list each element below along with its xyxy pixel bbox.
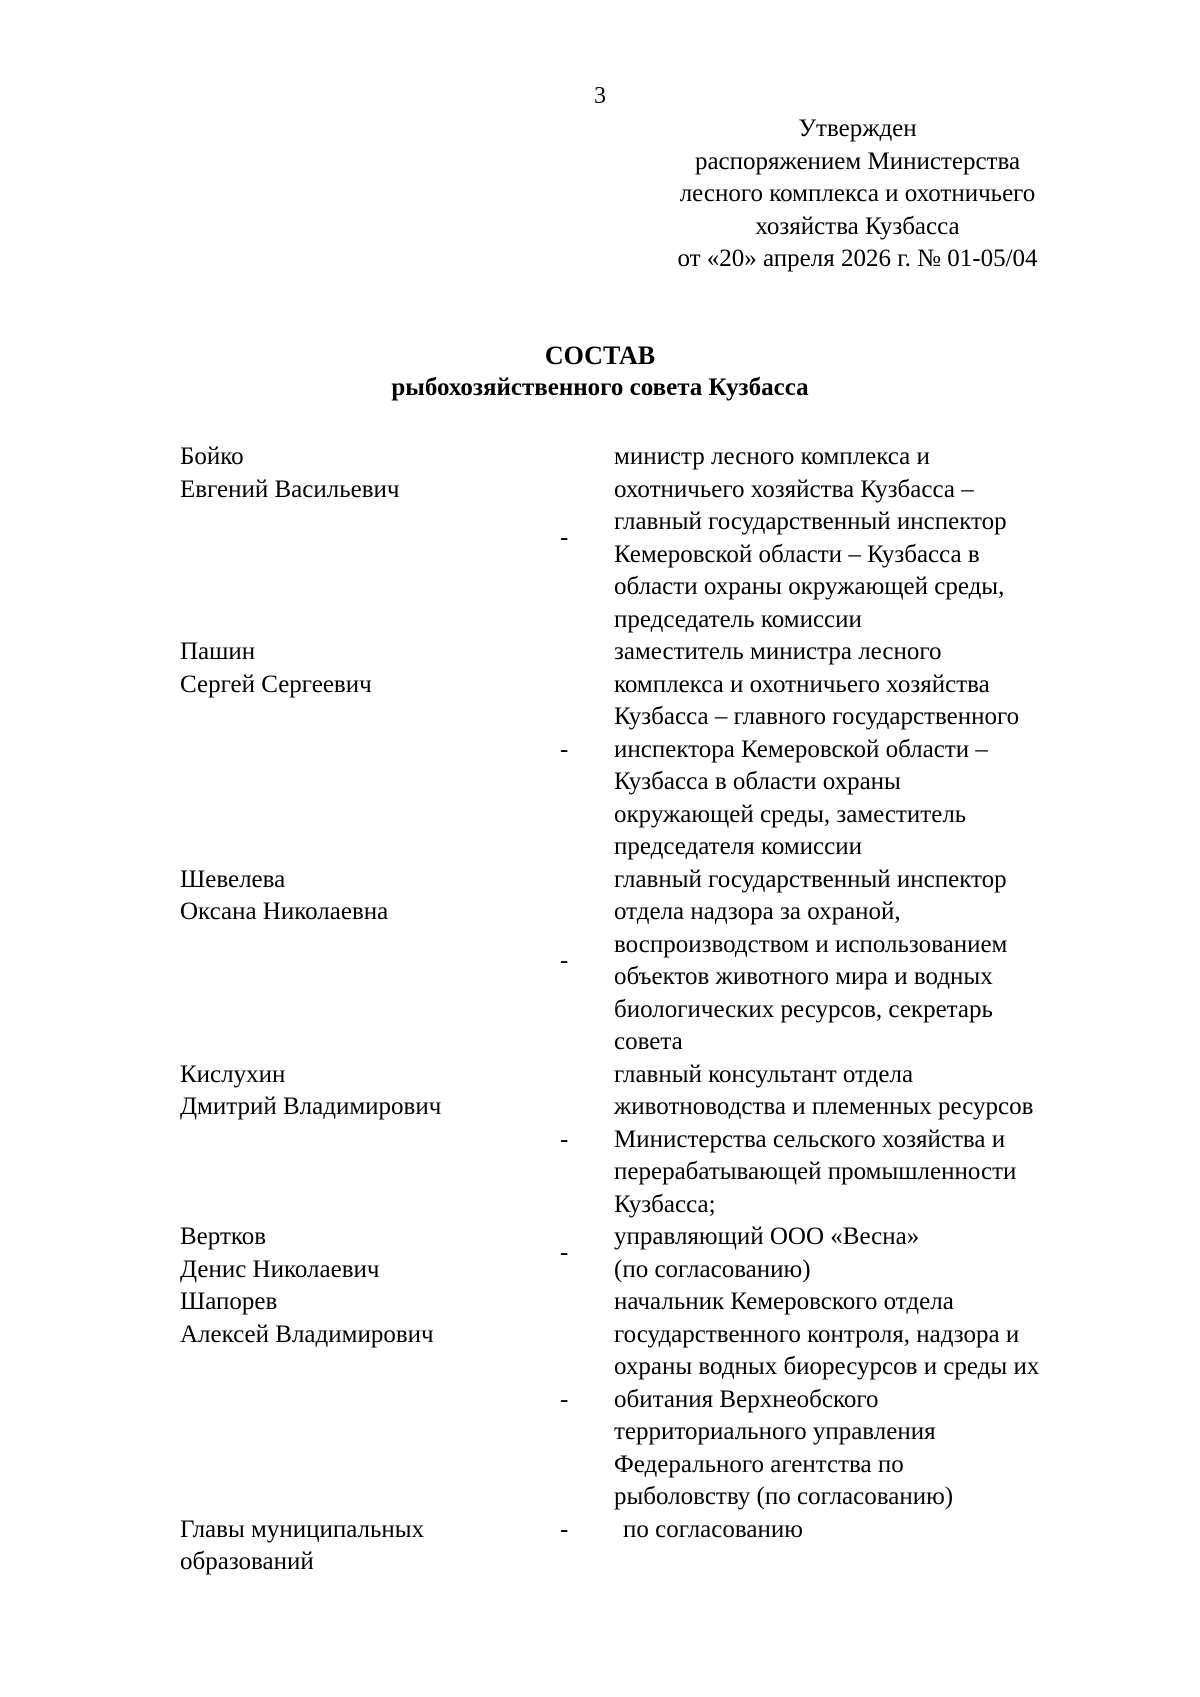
role-line: начальник Кемеровского отдела: [614, 1288, 954, 1315]
member-entry: [180, 1059, 1110, 1222]
member-name: [180, 864, 554, 1059]
role-line: животноводства и племенных ресурсов: [614, 1093, 1034, 1120]
approval-line: лесного комплекса и охотничьего: [679, 180, 1036, 207]
member-name: [180, 1221, 554, 1286]
member-role: [614, 1286, 1110, 1514]
member-dash: -: [560, 1385, 569, 1413]
document-subtitle: рыбохозяйственного совета Кузбасса: [391, 374, 809, 401]
member-entry: [180, 636, 1110, 864]
role-line: государственного контроля, надзора и: [614, 1320, 1020, 1348]
role-line: воспроизводством и использованием: [614, 930, 1008, 958]
member-entry: [180, 1514, 1110, 1579]
member-given-names: Денис Николаевич: [180, 1255, 380, 1283]
member-role: [614, 1514, 1110, 1579]
member-surname: Главы муниципальных: [180, 1515, 425, 1543]
role-line: (по согласованию): [614, 1255, 811, 1283]
role-line: министр лесного комплекса и: [614, 443, 930, 470]
role-line: главный консультант отдела: [614, 1060, 914, 1088]
role-line: заместитель министра лесного: [614, 638, 942, 665]
members-list: [180, 441, 1110, 1579]
member-role: [614, 636, 1110, 864]
member-dash: -: [560, 1515, 569, 1543]
approval-line: распоряжением Министерства: [694, 147, 1021, 175]
member-entry: [180, 1221, 1110, 1286]
member-role: [614, 1059, 1110, 1222]
role-line: Федерального агентства по: [614, 1450, 904, 1478]
role-line: отдела надзора за охраной,: [614, 898, 901, 925]
role-line: совета: [614, 1028, 683, 1055]
role-line: Кемеровской области – Кузбасса в: [614, 540, 980, 568]
member-given-names: образований: [180, 1548, 314, 1575]
role-line: охотничьего хозяйства Кузбасса –: [614, 475, 974, 503]
member-surname: Шапорев: [180, 1288, 278, 1315]
member-name: [180, 1286, 554, 1514]
role-line: области охраны окружающей среды,: [614, 573, 1005, 600]
role-line: Кузбасса – главного государственного: [614, 703, 1020, 730]
member-given-names: Алексей Владимирович: [180, 1320, 434, 1348]
role-line: Министерства сельского хозяйства и: [614, 1125, 1006, 1153]
member-dash: -: [560, 1125, 569, 1153]
role-line: охраны водных биоресурсов и среды их: [614, 1353, 1040, 1380]
member-given-names: Сергей Сергеевич: [180, 670, 372, 698]
member-given-names: Дмитрий Владимирович: [180, 1093, 442, 1120]
member-role: [614, 864, 1110, 1059]
document-title: СОСТАВ: [544, 341, 656, 370]
approval-line: хозяйства Кузбасса: [755, 212, 960, 240]
role-line: Кузбасса в области охраны: [614, 768, 901, 795]
approval-line: Утвержден: [798, 115, 917, 142]
member-surname: Пашин: [180, 638, 256, 665]
role-line: по согласованию: [623, 1515, 803, 1543]
member-given-names: Евгений Васильевич: [180, 475, 400, 503]
role-line: Кузбасса;: [614, 1190, 716, 1218]
member-role: [614, 1221, 1110, 1286]
member-role: [614, 441, 1110, 636]
member-entry: [180, 1286, 1110, 1514]
approval-line: от «20» апреля 2026 г. № 01-05/04: [677, 245, 1038, 272]
role-line: главный государственный инспектор: [614, 508, 1007, 535]
role-line: главный государственный инспектор: [614, 865, 1007, 893]
role-line: председатель комиссии: [614, 605, 862, 633]
role-line: инспектора Кемеровской области –: [614, 735, 988, 763]
role-line: окружающей среды, заместитель: [614, 800, 967, 828]
member-surname: Бойко: [180, 443, 244, 470]
member-dash: -: [560, 524, 569, 552]
member-dash: -: [560, 735, 569, 763]
role-line: рыболовству (по согласованию): [614, 1483, 954, 1510]
member-surname: Кислухин: [180, 1060, 286, 1088]
member-name: [180, 1514, 554, 1579]
role-line: председателя комиссии: [614, 833, 862, 860]
member-dash: -: [560, 1239, 569, 1267]
member-name: [180, 1059, 554, 1222]
role-line: объектов животного мира и водных: [614, 963, 993, 990]
member-entry: [180, 864, 1110, 1059]
role-line: территориального управления: [614, 1418, 936, 1445]
member-name: [180, 441, 554, 636]
member-dash: -: [560, 946, 569, 974]
member-entry: [180, 441, 1110, 636]
role-line: перерабатывающей промышленности: [614, 1158, 1017, 1185]
role-line: управляющий ООО «Весна»: [614, 1223, 920, 1250]
member-surname: Шевелева: [180, 865, 286, 893]
member-name: [180, 636, 554, 864]
page-number: 3: [594, 83, 606, 109]
member-surname: Вертков: [180, 1223, 267, 1250]
role-line: обитания Верхнеобского: [614, 1385, 879, 1413]
approval-block: [625, 113, 1090, 276]
role-line: комплекса и охотничьего хозяйства: [614, 670, 990, 698]
member-given-names: Оксана Николаевна: [180, 898, 389, 925]
role-line: биологических ресурсов, секретарь: [614, 995, 993, 1023]
